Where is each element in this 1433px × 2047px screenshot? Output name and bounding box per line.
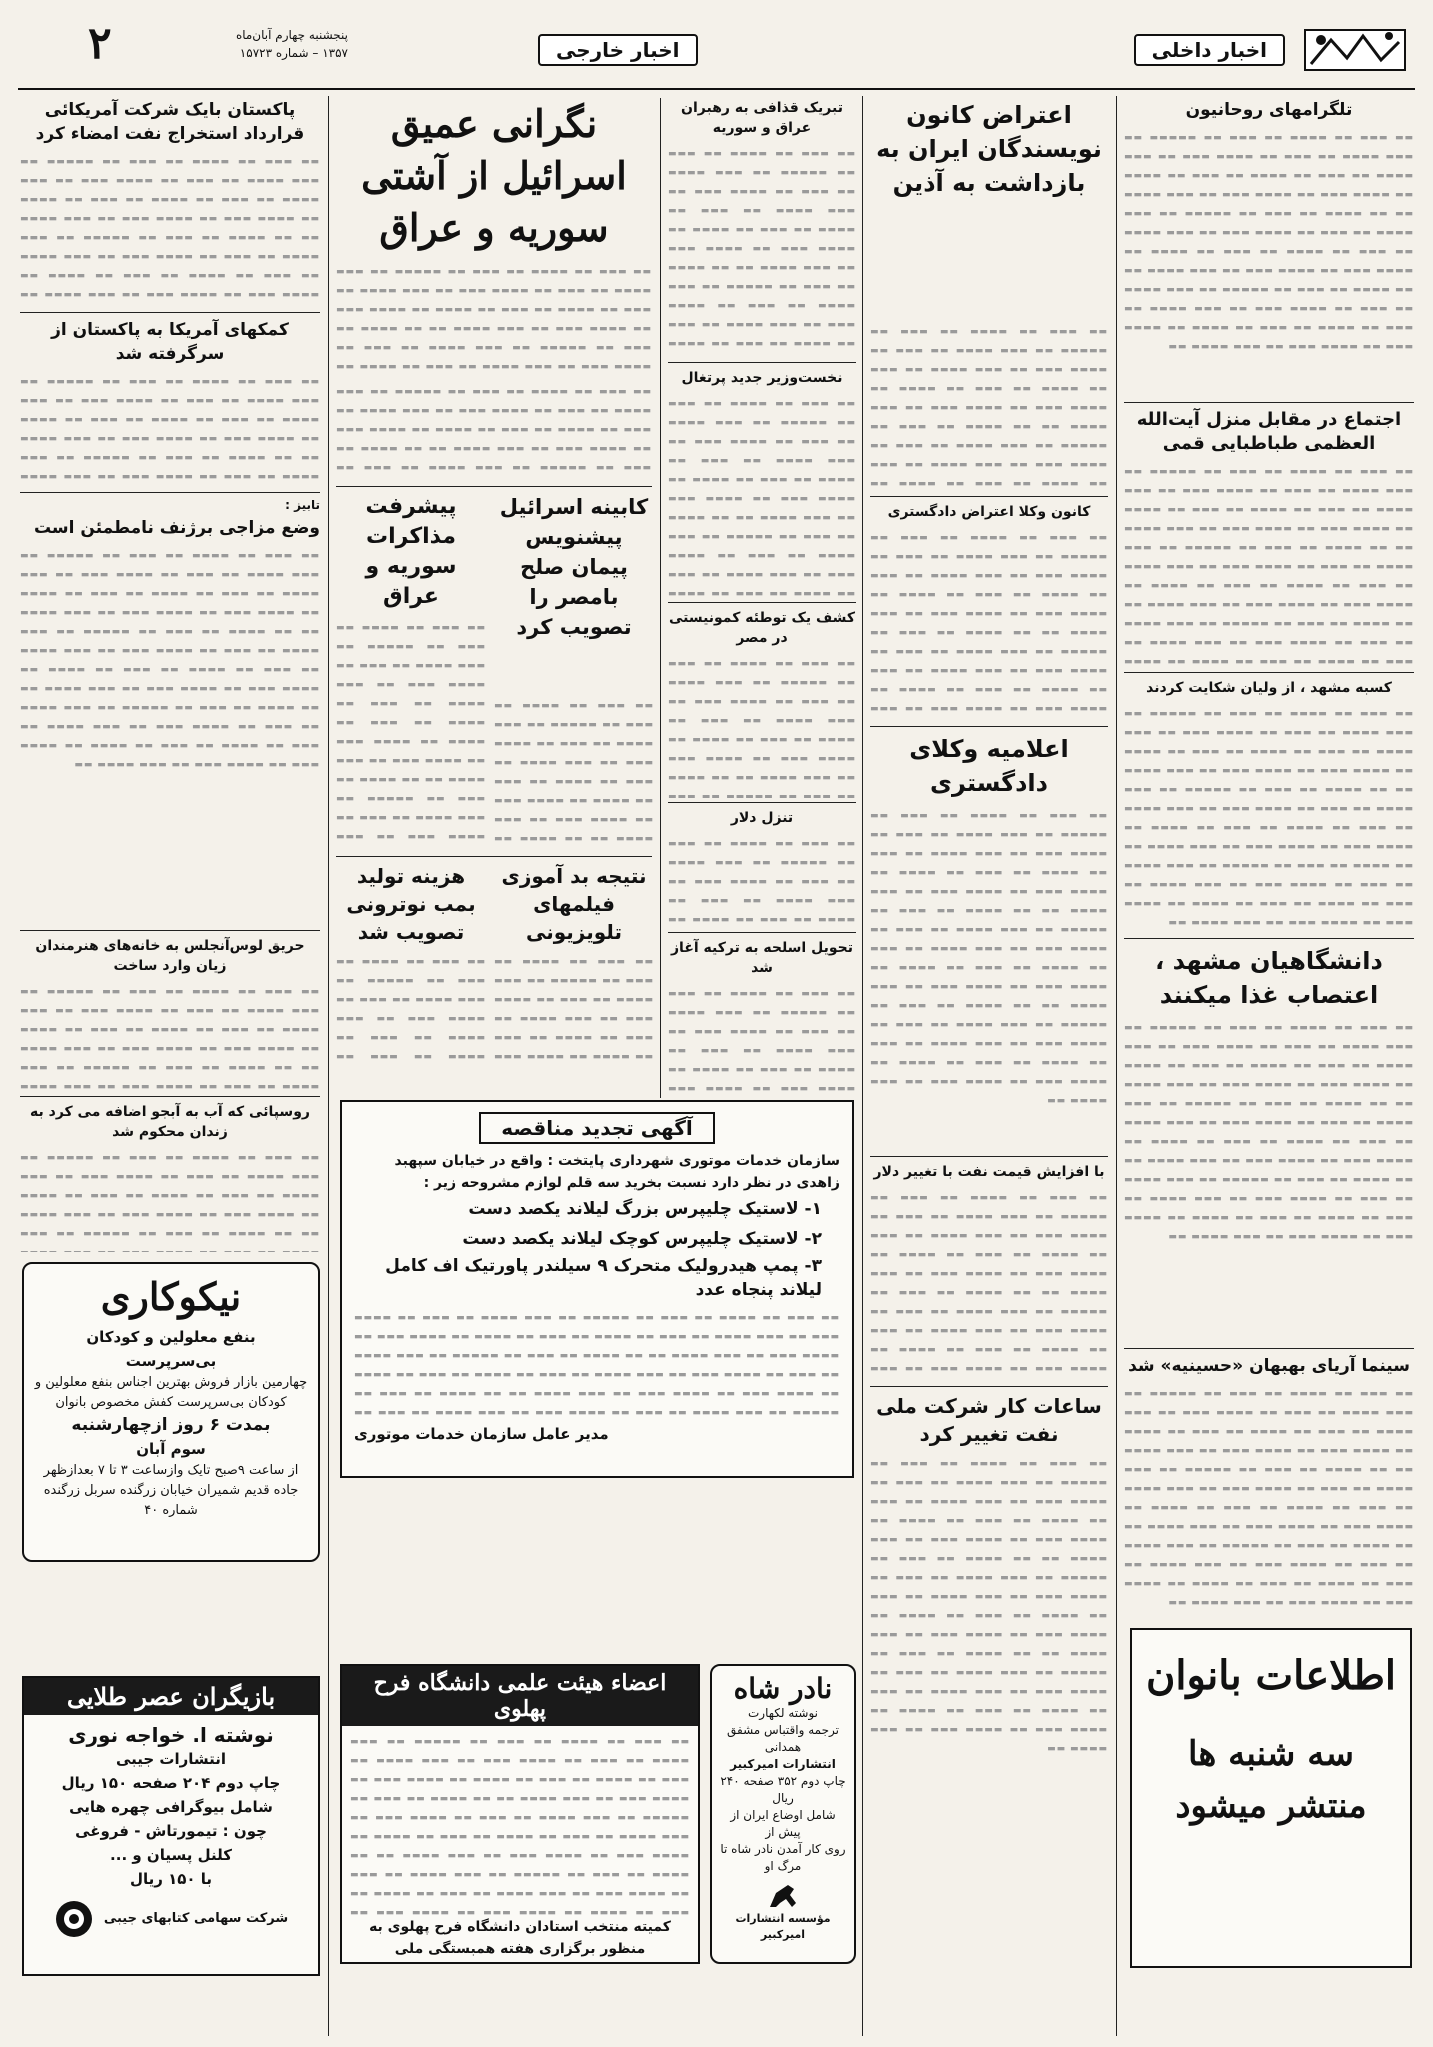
divider	[668, 362, 856, 363]
divider	[1124, 402, 1414, 403]
article-body	[336, 382, 652, 482]
headline: تلگرامهای روحانیون	[1185, 100, 1353, 120]
article-writers-protest	[870, 98, 1108, 318]
publisher-horse-icon	[766, 1881, 800, 1911]
article-body	[1124, 462, 1414, 668]
divider	[870, 1386, 1108, 1387]
article-dollar-fall	[668, 808, 856, 928]
column-rule	[862, 96, 863, 2036]
publisher-logo-icon	[54, 1899, 94, 1939]
headline: کمکهای آمریکا به پاکستان از سرگرفته شد	[51, 320, 289, 364]
article-mashhad-universities	[1124, 944, 1414, 1344]
headline: هزینه تولید بمب نوترونی تصویب شد	[346, 864, 476, 944]
ad-charity	[22, 1262, 320, 1562]
article-cabinet-body	[494, 696, 654, 852]
article-body	[668, 654, 856, 798]
ad-line: با ۱۵۰ ریال	[129, 1870, 213, 1888]
article-body	[1124, 1384, 1414, 1612]
article-body	[1124, 704, 1414, 932]
divider	[668, 932, 856, 933]
headline: اجتماع در مقابل منزل آیت‌الله العظمی طباطبایی قمی	[1136, 409, 1402, 454]
headline: سینما آریای بهبهان «حسینیه» شد	[1128, 1356, 1410, 1376]
ad-title: نیکوکاری	[100, 1274, 242, 1319]
headline: کشف یک توطئه کمونیستی در مصر	[668, 610, 856, 646]
divider	[336, 856, 652, 857]
article-israel-concern	[336, 98, 652, 378]
article-body	[336, 618, 486, 852]
issue-line: ۱۳۵۷ – شماره ۱۵۷۲۳	[239, 46, 348, 60]
ad-line: جاده قدیم شمیران خیابان زرگنده سربل زرگنده شماره ۴۰	[43, 1483, 299, 1518]
article-body	[336, 952, 486, 1072]
column-rule	[328, 96, 329, 2036]
dateline	[158, 26, 348, 62]
divider	[870, 496, 1108, 497]
article-portugal	[668, 368, 856, 598]
headline: وضع مزاجی برژنف نامطمئن است	[33, 518, 320, 538]
article-body	[668, 984, 856, 1094]
headline: کابینه اسرائیل پیشنویس پیمان صلح بامصر را تصویب کرد	[499, 495, 649, 639]
article-pakistan-aid	[20, 318, 320, 488]
ad-publisher: انتشارات جیبی	[115, 1750, 227, 1768]
dateline-kicker: تابیز :	[285, 498, 320, 512]
article-body	[20, 372, 320, 488]
article-pakistan-oil	[20, 98, 320, 308]
ad-line: چون : تیمورتاش - فروغی	[75, 1822, 267, 1840]
article-writers-body	[870, 322, 1108, 492]
ad-author: نوشته ا. خواجه نوری	[68, 1723, 274, 1747]
headline: تبریک قذافی به رهبران عراق و سوریه	[681, 100, 843, 136]
column-rule	[1116, 96, 1117, 2036]
notice-title: اعضاء هیئت علمی دانشگاه فرح پهلوی	[342, 1666, 698, 1726]
article-body	[20, 546, 320, 774]
headline: کانون وکلا اعتراض دادگستری	[887, 504, 1091, 520]
article-qaddafi	[668, 98, 856, 358]
headline: حریق لوس‌آنجلس به خانه‌های هنرمندان زیان وارد ساخت	[35, 938, 305, 974]
headline: اعلامیه وکلای دادگستری	[909, 735, 1069, 797]
article-body	[336, 262, 652, 378]
article-la-fire	[20, 936, 320, 1092]
article-neutron-bomb	[336, 862, 486, 1072]
headline: دانشگاهیان مشهد ، اعتصاب غذا میکنند	[1155, 947, 1383, 1009]
notice-intro: سازمان خدمات موتوری شهرداری پایتخت : واقع در خیابان سپهبد زاهدی در نظر دارد نسبت بخرید سه قلم لوازم مشروحه زیر :	[394, 1153, 840, 1191]
article-body	[20, 982, 320, 1092]
page-number: ۲	[88, 18, 112, 69]
headline-main: نگرانی عمیق اسرائیل از آشتی سوریه و عراق	[361, 101, 627, 250]
article-turkey-arms	[668, 938, 856, 1094]
article-israel-body	[336, 382, 652, 482]
ad-imprint: شرکت سهامی کتابهای جیبی	[103, 1911, 289, 1926]
ad-line: سوم آبان	[136, 1440, 206, 1458]
article-body	[870, 806, 1108, 1110]
ad-author: نوشته لکهارت	[747, 1706, 819, 1720]
notice-body	[354, 1308, 840, 1418]
article-dollar-oil	[870, 1162, 1108, 1382]
notice-title: آگهی تجدید مناقصه	[479, 1112, 714, 1144]
headline: کسبه مشهد ، از ولیان شکایت کردند	[1146, 680, 1392, 696]
ad-line: بنفع معلولین و کودکان	[86, 1328, 256, 1346]
article-body	[870, 1188, 1108, 1382]
ad-line: شامل اوضاع ایران از پیش از	[730, 1808, 836, 1839]
headline-main: اعتراض کانون نویسندگان ایران به بازداشت به آذین	[876, 101, 1102, 197]
headline: تنزل دلار	[730, 810, 794, 826]
headline: پاکستان بایک شرکت آمریکائی قرارداد استخراج نفت امضاء کرد	[35, 100, 305, 144]
headline: روسپائی که آب به آبجو اضافه می کرد به زندان محکوم شد	[30, 1104, 310, 1140]
headline: نخست‌وزیر جدید پرتغال	[681, 370, 843, 386]
notice-tender	[340, 1100, 854, 1478]
notice-faculty	[340, 1664, 700, 1964]
article-lawyers-statement	[870, 732, 1108, 1152]
article-body	[668, 144, 856, 358]
article-oil-hours	[870, 1392, 1108, 2032]
article-egypt-plot	[668, 608, 856, 798]
article-qom-gathering	[1124, 408, 1414, 668]
ad-line: بمدت ۶ روز ازچهارشنبه	[71, 1415, 271, 1435]
divider	[870, 1156, 1108, 1157]
article-clergy-telegrams	[1124, 98, 1414, 398]
article-body	[1124, 128, 1414, 356]
article-body	[1124, 1018, 1414, 1246]
headline: با افزایش قیمت نفت با تغییر دلار	[873, 1164, 1105, 1180]
ad-line: کلنل پسیان و ...	[110, 1846, 232, 1864]
article-mashhad-traders	[1124, 678, 1414, 934]
article-body	[668, 834, 856, 928]
tender-item: ۱- لاستیک چلیپرس بزرگ لیلاند یکصد دست	[468, 1199, 822, 1219]
divider	[668, 802, 856, 803]
section-domestic-news: اخبار داخلی	[1134, 34, 1285, 66]
divider	[20, 930, 320, 931]
divider	[336, 486, 652, 487]
ad-line: چاپ دوم ۳۵۲ صفحه ۲۴۰ ریال	[720, 1774, 846, 1805]
ad-women-info	[1130, 1628, 1412, 1968]
divider	[1124, 672, 1414, 673]
ad-line: چهارمین بازار فروش بهترین اجناس بنفع معلولین و کودکان بی‌سرپرست کفش مخصوص بانوان	[34, 1375, 308, 1410]
article-body	[668, 394, 856, 598]
date-line: پنجشنبه چهارم آبان‌ماه	[235, 28, 348, 42]
tender-item: ۲- لاستیک چلیپرس کوچک لیلاند یکصد دست	[462, 1229, 822, 1249]
article-cinema-behbahan	[1124, 1354, 1414, 1614]
divider	[20, 1096, 320, 1097]
masthead-ornament-icon	[1301, 20, 1411, 78]
article-israel-cabinet	[494, 492, 654, 692]
ad-line: بی‌سرپرست	[125, 1352, 217, 1370]
article-romanian	[20, 1102, 320, 1252]
headline: نتیجه بد آموزی فیلمهای تلویزیونی	[501, 864, 647, 944]
divider	[668, 602, 856, 603]
notice-signature: مدیر عامل سازمان خدمات موتوری	[354, 1425, 609, 1443]
ad-title: بازیگران عصر طلایی	[24, 1678, 318, 1715]
divider	[20, 312, 320, 313]
article-body	[870, 1454, 1108, 1758]
ad-line: روی کار آمدن نادر شاه تا مرگ او	[720, 1842, 846, 1873]
divider	[1124, 1348, 1414, 1349]
article-body	[20, 1148, 320, 1252]
masthead	[18, 10, 1415, 90]
headline: ساعات کار شرکت ملی نفت تغییر کرد	[876, 1394, 1102, 1446]
ad-line: شامل بیوگرافی چهره هایی	[69, 1798, 273, 1816]
headline: پیشرفت مذاکرات سوریه و عراق	[365, 494, 457, 609]
headline: تحویل اسلحه به ترکیه آغاز شد	[671, 940, 853, 976]
article-syria-iraq-talks	[336, 492, 486, 852]
ad-book-nader-shah	[710, 1664, 856, 1964]
ad-translator: ترجمه واقتباس مشفق همدانی	[726, 1723, 839, 1754]
ad-line: چاپ دوم ۲۰۴ صفحه ۱۵۰ ریال	[61, 1774, 281, 1792]
ad-book-golden-age	[22, 1676, 320, 1976]
article-brezhnev	[20, 498, 320, 926]
article-body	[20, 152, 320, 308]
ad-imprint: مؤسسه انتشارات امیرکبیر	[735, 1912, 831, 1941]
notice-closing: کمیته منتخب استادان دانشگاه فرح پهلوی به منظور برگزاری هفته همبستگی ملی	[369, 1919, 671, 1957]
divider	[1124, 938, 1414, 939]
divider	[870, 726, 1108, 727]
column-rule	[660, 98, 661, 1098]
article-tv-films	[494, 862, 654, 1072]
ad-line: از ساعت ۹صبح تایک وازساعت ۳ تا ۷ بعدازظهر	[43, 1463, 299, 1478]
ad-title: اطلاعات بانوان	[1145, 1652, 1397, 1699]
section-foreign-news: اخبار خارجی	[538, 34, 698, 66]
tender-item: ۳- پمپ هیدرولیک متحرک ۹ سیلندر پاورتیک اف کامل لیلاند پنجاه عدد	[385, 1256, 822, 1300]
article-protest-lawyers	[870, 502, 1108, 722]
notice-body	[342, 1726, 698, 1916]
divider	[20, 492, 320, 493]
ad-publisher: انتشارات امیرکبیر	[730, 1757, 836, 1771]
article-body	[870, 528, 1108, 722]
article-body	[494, 696, 654, 852]
article-body	[494, 952, 654, 1072]
ad-title: نادر شاه	[733, 1672, 833, 1705]
ad-subtitle: سه شنبه ها منتشر میشود	[1175, 1734, 1367, 1826]
article-body	[870, 322, 1108, 492]
